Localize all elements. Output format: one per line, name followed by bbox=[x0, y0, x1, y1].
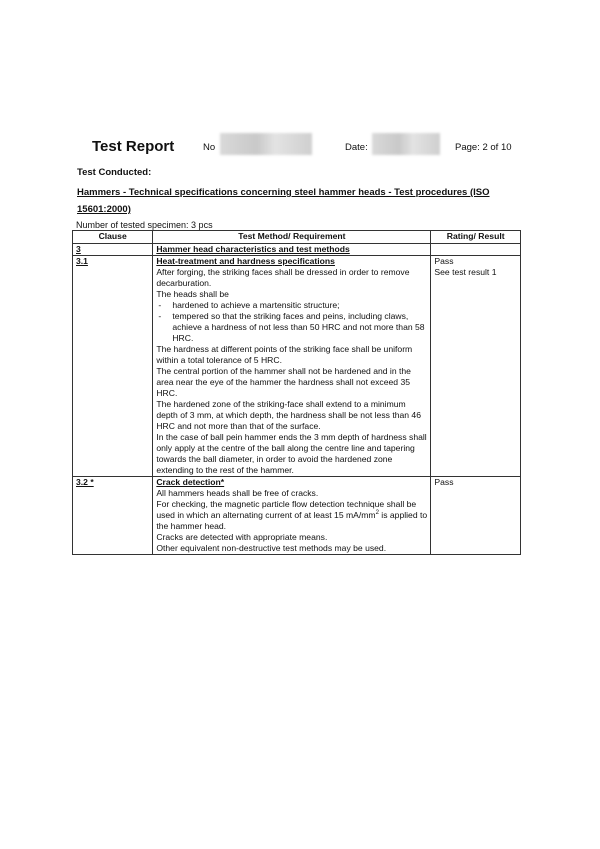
requirement-paragraph: The hardness at different points of the striking face shall be uniform within a total tolerance of 5 HRC. bbox=[156, 344, 413, 365]
requirement-paragraph: Cracks are detected with appropriate means. bbox=[156, 532, 328, 542]
redacted-report-number bbox=[220, 133, 312, 155]
column-header-method: Test Method/ Requirement bbox=[153, 231, 431, 244]
requirement-cell bbox=[153, 477, 431, 555]
requirement-paragraph: The hardened zone of the striking-face shall extend to a minimum depth of 3 mm, at which depth, the hardness shall be not less than 46 HRC and not more than that of the surface. bbox=[156, 399, 421, 431]
section-title: Hammer head characteristics and test methods bbox=[156, 244, 350, 254]
requirement-paragraph: The central portion of the hammer shall not be hardened and in the area near the eye of the hammer the hardness shall not exceed 35 HRC. bbox=[156, 366, 411, 398]
requirement-paragraph: After forging, the striking faces shall be dressed in order to remove decarburation. bbox=[156, 267, 410, 288]
result-reference: See test result 1 bbox=[434, 267, 497, 277]
table-row-3-2 bbox=[73, 477, 521, 555]
column-header-clause: Clause bbox=[73, 231, 153, 244]
test-conducted-label: Test Conducted: bbox=[77, 167, 152, 178]
result-cell bbox=[431, 477, 521, 555]
requirement-paragraph: All hammers heads shall be free of cracks. bbox=[156, 488, 319, 498]
rating-value: Pass bbox=[434, 256, 454, 266]
requirement-cell bbox=[153, 256, 431, 477]
requirement-paragraph bbox=[156, 499, 427, 532]
page-number: Page: 2 of 10 bbox=[455, 142, 512, 153]
column-header-result: Rating/ Result bbox=[431, 231, 521, 244]
redacted-report-date bbox=[372, 133, 440, 155]
standard-title: Hammers - Technical specifications concerning steel hammer heads - Test procedures (ISO 15601:2000) bbox=[77, 187, 490, 215]
clause-number: 3.2 * bbox=[76, 477, 94, 487]
report-title: Test Report bbox=[92, 138, 175, 155]
superscript: 2 bbox=[375, 510, 379, 517]
requirement-title: Crack detection* bbox=[156, 477, 225, 487]
requirement-paragraph: In the case of ball pein hammer ends the 3 mm depth of hardness shall only apply at the centre of the ball along the centre line and tapering towards the ball diameter, in order to avoid the hardened zone extending to the rest of the hammer. bbox=[156, 432, 427, 475]
report-date-label: Date: bbox=[345, 142, 368, 153]
text-segment: is applied to the hammer head. bbox=[156, 510, 428, 531]
rating-value: Pass bbox=[434, 477, 454, 487]
requirement-title: Heat-treatment and hardness specifications bbox=[156, 256, 335, 266]
report-number-label: No bbox=[203, 142, 216, 153]
list-item: - tempered so that the striking faces and peins, including claws, achieve a hardness of not less than 50 HRC and not more than 58 HRC. bbox=[156, 311, 427, 344]
table-header-row bbox=[73, 231, 521, 244]
requirement-paragraph: Other equivalent non-destructive test methods may be used. bbox=[156, 543, 387, 553]
specimen-count: Number of tested specimen: 3 pcs bbox=[76, 220, 213, 230]
table-row-section-3 bbox=[73, 244, 521, 256]
list-item: - hardened to achieve a martensitic structure; bbox=[156, 300, 427, 311]
empty-cell bbox=[431, 244, 521, 256]
table-row-3-1 bbox=[73, 256, 521, 477]
result-cell bbox=[431, 256, 521, 477]
requirement-list bbox=[156, 300, 427, 344]
requirement-paragraph: The heads shall be bbox=[156, 289, 229, 299]
text-segment: For checking, the magnetic particle flow detection technique shall be used in which an alternating current of at least 15 mA/mm bbox=[156, 499, 417, 520]
clause-number: 3.1 bbox=[76, 256, 88, 266]
results-table bbox=[72, 230, 521, 555]
clause-number: 3 bbox=[76, 244, 81, 254]
